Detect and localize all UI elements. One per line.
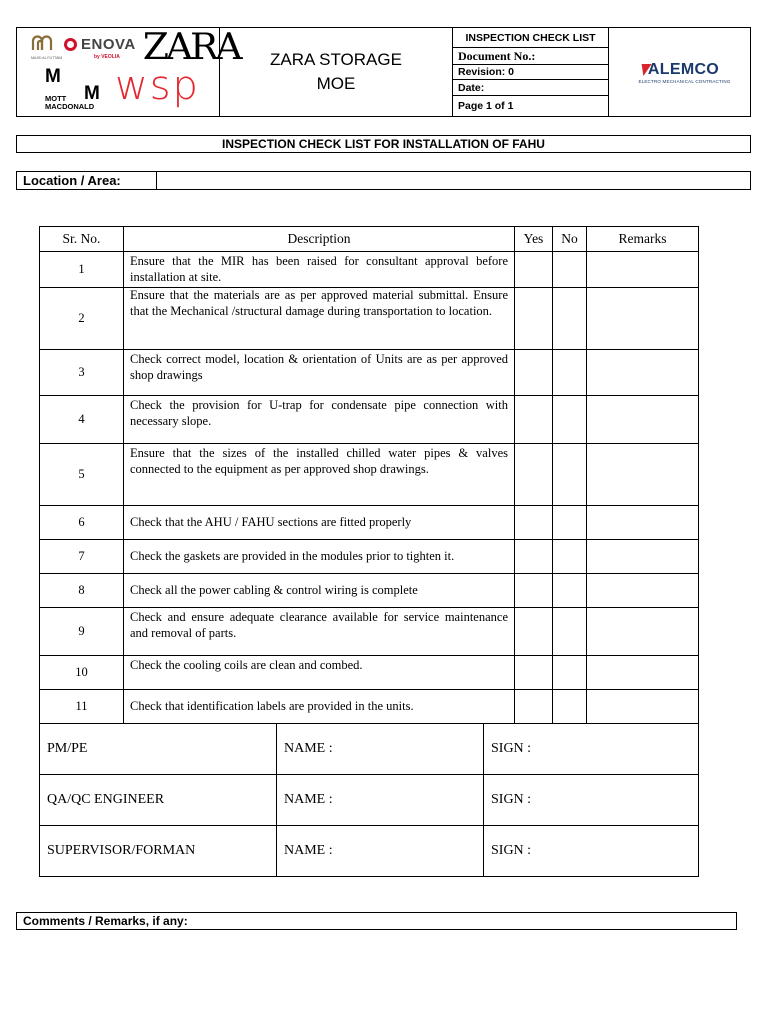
enova-sub-text: by VEOLIA: [94, 54, 120, 60]
project-title-line1: ZARA STORAGE: [270, 50, 402, 69]
signature-row: [40, 724, 699, 775]
mott-macdonald-text: MOTT MACDONALD: [45, 94, 95, 111]
document-info: [453, 28, 609, 116]
mott-macdonald-logo: [45, 66, 115, 116]
row-remarks-cell[interactable]: [587, 252, 699, 288]
header-description: Description: [124, 227, 515, 252]
signature-role: PM/PE: [40, 724, 277, 775]
row-description: Check correct model, location & orientation of Units are as per approved shop drawings: [124, 350, 515, 396]
row-description: Check and ensure adequate clearance available for service maintenance and removal of parts.: [124, 608, 515, 656]
row-remarks-cell[interactable]: [587, 396, 699, 444]
enova-logo-text: ENOVA: [81, 36, 136, 53]
row-yes-cell[interactable]: [515, 252, 553, 288]
alemco-sub-text: ELECTRO MECHANICAL CONTRACTING: [638, 78, 731, 84]
enova-logo: [64, 36, 144, 60]
row-description: Check all the power cabling & control wiring is complete: [124, 574, 515, 608]
comments-row[interactable]: [16, 912, 737, 930]
row-sr: 3: [40, 350, 124, 396]
header-remarks: Remarks: [587, 227, 699, 252]
row-yes-cell[interactable]: [515, 690, 553, 724]
row-remarks-cell[interactable]: [587, 444, 699, 506]
alemco-logo-text: ALEMCO: [647, 60, 720, 78]
row-no-cell[interactable]: [553, 574, 587, 608]
row-no-cell[interactable]: [553, 690, 587, 724]
mott-initial-2: M: [84, 83, 100, 104]
row-remarks-cell[interactable]: [587, 288, 699, 350]
signature-sign-field[interactable]: SIGN :: [484, 826, 699, 877]
table-row: [40, 690, 699, 724]
row-description: Check the provision for U-trap for condensate pipe connection with necessary slope.: [124, 396, 515, 444]
row-yes-cell[interactable]: [515, 350, 553, 396]
table-row: [40, 444, 699, 506]
location-field[interactable]: [157, 172, 750, 189]
signature-name-field[interactable]: NAME :: [277, 724, 484, 775]
row-sr: 6: [40, 506, 124, 540]
row-remarks-cell[interactable]: [587, 574, 699, 608]
document-no-cell: Document No.:: [453, 48, 608, 65]
row-sr: 9: [40, 608, 124, 656]
row-description: Check that identification labels are provided in the units.: [124, 690, 515, 724]
table-row: [40, 288, 699, 350]
document-header: [16, 27, 751, 117]
majid-arches-icon: [31, 34, 53, 50]
row-yes-cell[interactable]: [515, 656, 553, 690]
row-no-cell[interactable]: [553, 288, 587, 350]
majid-logo: [31, 34, 63, 60]
table-row: [40, 506, 699, 540]
table-header-row: [40, 227, 699, 252]
row-yes-cell[interactable]: [515, 608, 553, 656]
signature-role: QA/QC ENGINEER: [40, 775, 277, 826]
page-cell: Page 1 of 1: [458, 100, 514, 112]
doc-title-cell: INSPECTION CHECK LIST: [453, 28, 608, 48]
row-no-cell[interactable]: [553, 444, 587, 506]
header-yes: Yes: [515, 227, 553, 252]
location-label: Location / Area:: [17, 172, 157, 189]
signature-name-field[interactable]: NAME :: [277, 826, 484, 877]
row-description: Ensure that the materials are as per approved material submittal. Ensure that the Mechanical /structural damage during transportation to location.: [124, 288, 515, 350]
wsp-logo: wsp: [115, 63, 200, 109]
table-row: [40, 396, 699, 444]
revision-cell: Revision: 0: [453, 65, 608, 80]
table-row: [40, 608, 699, 656]
project-title-line2: MOE: [316, 74, 356, 93]
row-sr: 5: [40, 444, 124, 506]
row-yes-cell[interactable]: [515, 574, 553, 608]
header-sr-no: Sr. No.: [40, 227, 124, 252]
signature-sign-field[interactable]: SIGN :: [484, 724, 699, 775]
row-yes-cell[interactable]: [515, 396, 553, 444]
row-sr: 11: [40, 690, 124, 724]
signature-name-field[interactable]: NAME :: [277, 775, 484, 826]
row-remarks-cell[interactable]: [587, 540, 699, 574]
form-title: INSPECTION CHECK LIST FOR INSTALLATION OF FAHU: [16, 135, 751, 153]
table-row: [40, 350, 699, 396]
row-description: Check the cooling coils are clean and combed.: [124, 656, 515, 690]
table-row: [40, 540, 699, 574]
row-no-cell[interactable]: [553, 506, 587, 540]
row-no-cell[interactable]: [553, 540, 587, 574]
row-remarks-cell[interactable]: [587, 350, 699, 396]
row-description: Ensure that the sizes of the installed chilled water pipes & valves connected to the equipment as per approved shop drawings.: [124, 444, 515, 506]
header-no: No: [553, 227, 587, 252]
row-no-cell[interactable]: [553, 656, 587, 690]
date-cell: Date:: [453, 80, 608, 96]
row-remarks-cell[interactable]: [587, 656, 699, 690]
row-no-cell[interactable]: [553, 396, 587, 444]
zara-logo: ZARA: [142, 27, 240, 68]
comments-label: Comments / Remarks, if any:: [23, 914, 188, 928]
row-sr: 10: [40, 656, 124, 690]
row-remarks-cell[interactable]: [587, 608, 699, 656]
mott-initial-1: M: [45, 66, 61, 87]
row-sr: 1: [40, 252, 124, 288]
row-yes-cell[interactable]: [515, 288, 553, 350]
alemco-logo: [609, 28, 750, 116]
row-sr: 7: [40, 540, 124, 574]
project-title: [220, 28, 453, 116]
signature-row: [40, 775, 699, 826]
row-remarks-cell[interactable]: [587, 690, 699, 724]
client-logos: [17, 27, 240, 116]
row-yes-cell[interactable]: [515, 506, 553, 540]
row-yes-cell[interactable]: [515, 540, 553, 574]
signature-role: SUPERVISOR/FORMAN: [40, 826, 277, 877]
enova-mark-icon: [64, 38, 77, 51]
row-sr: 4: [40, 396, 124, 444]
signature-row: [40, 826, 699, 877]
majid-logo-text: MAJID AL FUTTAIM: [31, 56, 63, 60]
row-remarks-cell[interactable]: [587, 506, 699, 540]
table-row: [40, 252, 699, 288]
row-description: Ensure that the MIR has been raised for consultant approval before installation at site.: [124, 252, 515, 288]
row-sr: 2: [40, 288, 124, 350]
row-yes-cell[interactable]: [515, 444, 553, 506]
row-sr: 8: [40, 574, 124, 608]
signature-table: [39, 723, 699, 877]
table-row: [40, 656, 699, 690]
row-no-cell[interactable]: [553, 252, 587, 288]
row-no-cell[interactable]: [553, 608, 587, 656]
row-no-cell[interactable]: [553, 350, 587, 396]
location-row: [16, 171, 751, 190]
signature-sign-field[interactable]: SIGN :: [484, 775, 699, 826]
table-row: [40, 574, 699, 608]
row-description: Check that the AHU / FAHU sections are fitted properly: [124, 506, 515, 540]
inspection-checklist-table: [39, 226, 699, 724]
row-description: Check the gaskets are provided in the modules prior to tighten it.: [124, 540, 515, 574]
